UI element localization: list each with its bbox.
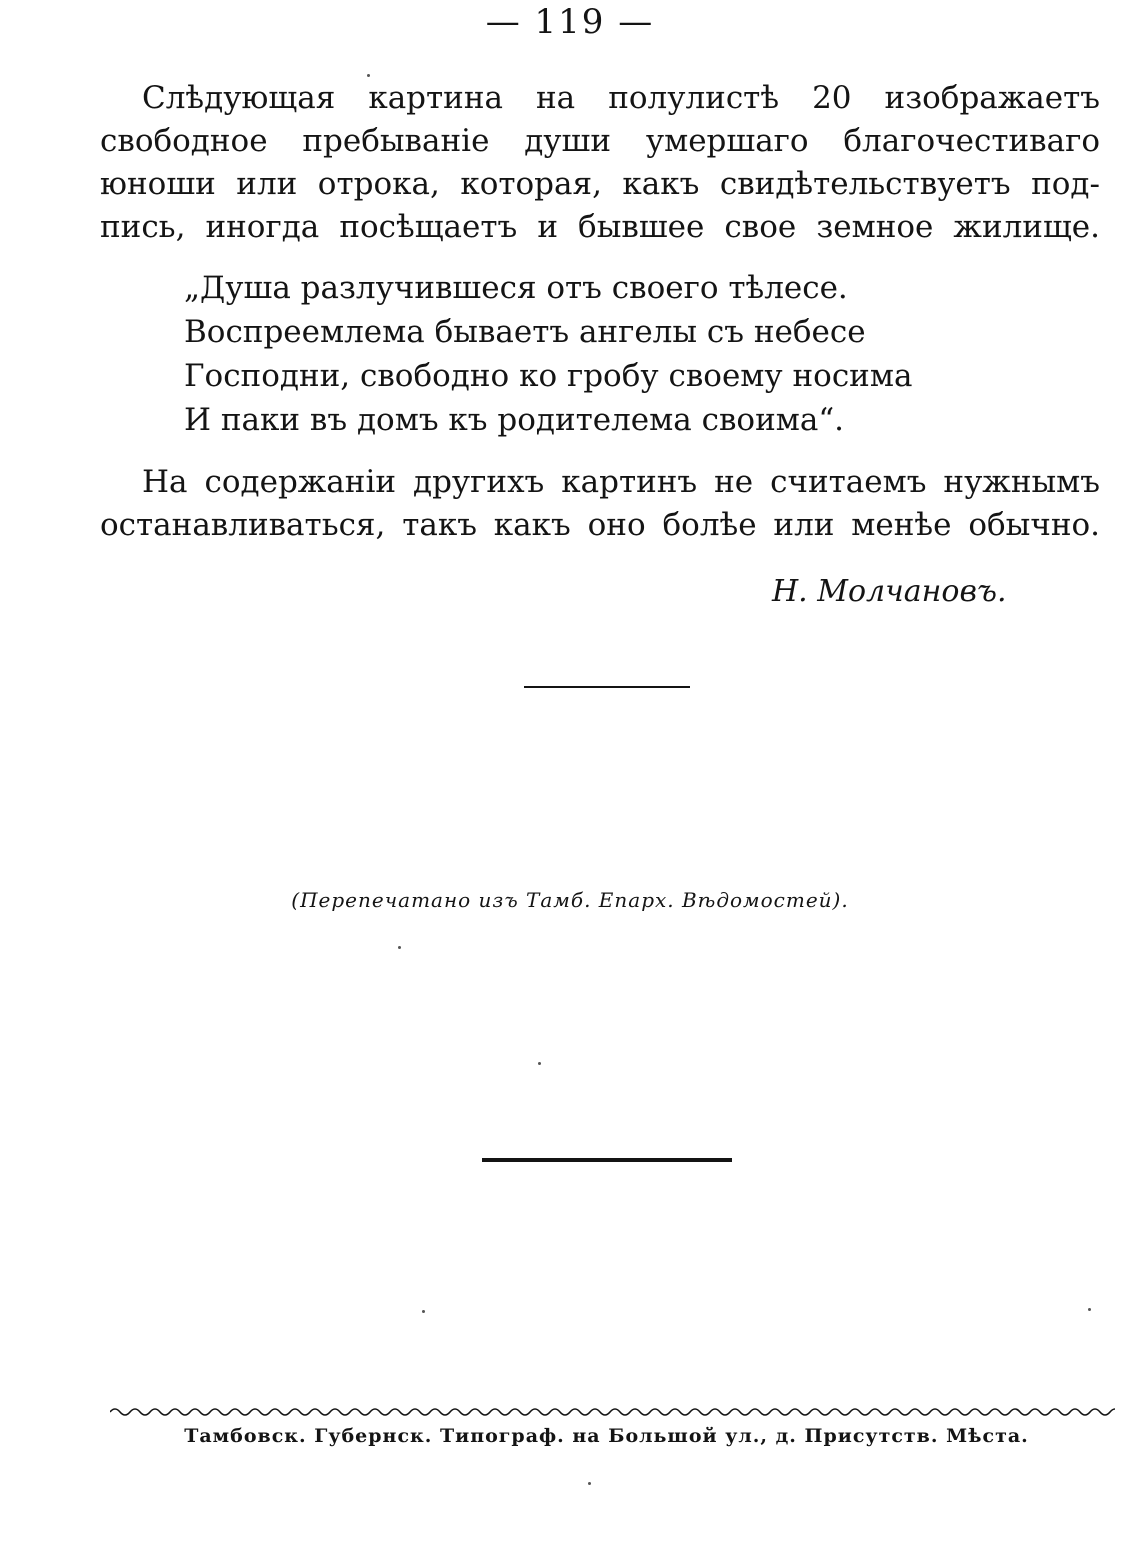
scan-speck xyxy=(367,74,370,77)
verse-line: Воспреемлема бываетъ ангелы съ небесе xyxy=(184,314,866,350)
paragraph-1-line: свободное пребываніе души умершаго благочестиваго xyxy=(100,123,1100,159)
scan-speck xyxy=(422,1310,425,1313)
paragraph-2-line: останавливаться, такъ какъ оно болѣе или менѣе обычно. xyxy=(100,507,1100,543)
paragraph-2 xyxy=(100,461,1100,547)
section-divider xyxy=(524,686,690,688)
wavy-rule xyxy=(110,1404,1115,1420)
paragraph-1 xyxy=(100,77,1100,249)
page-number: — 119 — xyxy=(485,2,655,42)
printer-imprint: Тамбовск. Губернск. Типограф. на Большой ул., д. Присутств. Мѣста. xyxy=(184,1425,1029,1447)
verse-line: Господни, свободно ко гробу своему носима xyxy=(184,358,913,394)
scan-speck xyxy=(588,1482,591,1485)
paragraph-1-line: юноши или отрока, которая, какъ свидѣтельствуетъ под- xyxy=(100,166,1100,202)
author-signature: Н. Молчановъ. xyxy=(772,574,1007,609)
paragraph-1-line: пись, иногда посѣщаетъ и бывшее свое земное жилище. xyxy=(100,209,1100,245)
scan-speck xyxy=(1088,1308,1091,1311)
end-divider xyxy=(482,1158,732,1162)
reprint-note: (Перепечатано изъ Тамб. Епарх. Вѣдомостей). xyxy=(291,888,849,912)
verse-line: „Душа разлучившеся отъ своего тѣлесе. xyxy=(184,270,848,306)
scan-speck xyxy=(398,946,401,949)
scan-speck xyxy=(538,1062,541,1065)
verse-quote xyxy=(184,266,912,442)
paragraph-2-line: На содержаніи другихъ картинъ не считаемъ нужнымъ xyxy=(142,464,1100,500)
paragraph-1-line: Слѣдующая картина на полулистѣ 20 изображаетъ xyxy=(142,80,1100,116)
verse-line: И паки въ домъ къ родителема своима“. xyxy=(184,402,845,438)
